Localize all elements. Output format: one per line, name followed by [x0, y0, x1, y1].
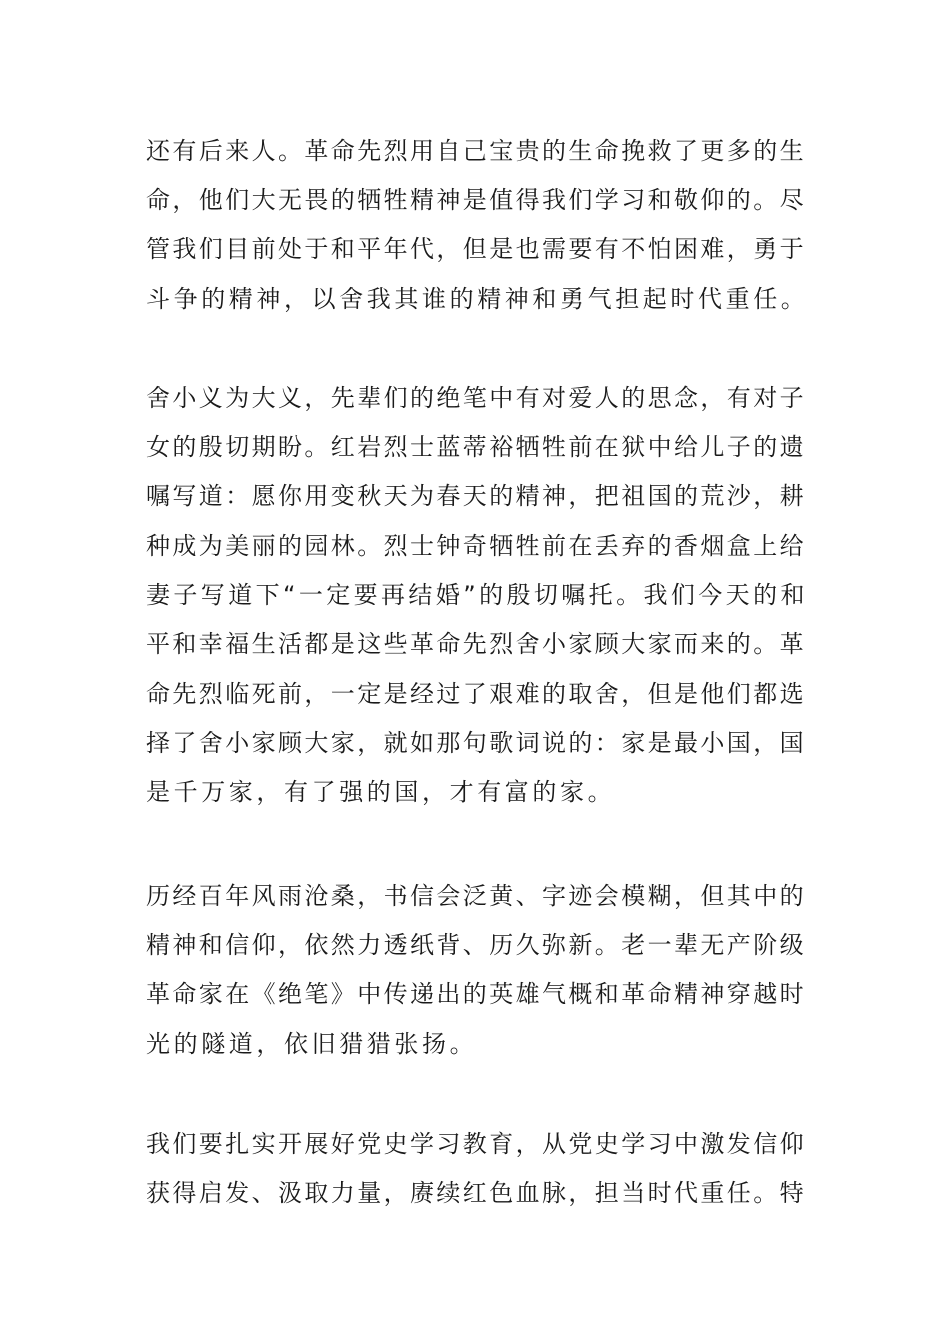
paragraph-line: 舍小义为大义，先辈们的绝笔中有对爱人的思念，有对子	[146, 384, 806, 412]
paragraph-line: 获得启发、汲取力量，赓续红色血脉，担当时代重任。特	[146, 1179, 806, 1207]
paragraph-line: 精神和信仰，依然力透纸背、历久弥新。老一辈无产阶级	[146, 931, 806, 959]
paragraph-line: 光的隧道，依旧猎猎张扬。	[146, 1030, 478, 1058]
paragraph-line: 历经百年风雨沧桑，书信会泛黄、字迹会模糊，但其中的	[146, 882, 806, 910]
paragraph-line: 管我们目前处于和平年代，但是也需要有不怕困难，勇于	[146, 235, 806, 263]
paragraph-line: 妻子写道下“一定要再结婚”的殷切嘱托。我们今天的和	[146, 581, 808, 609]
paragraph-line: 我们要扎实开展好党史学习教育，从党史学习中激发信仰	[146, 1130, 806, 1158]
paragraph-line: 命先烈临死前，一定是经过了艰难的取舍，但是他们都选	[146, 680, 806, 708]
paragraph-line: 种成为美丽的园林。烈士钟奇牺牲前在丢弃的香烟盒上给	[146, 532, 806, 560]
paragraph-line: 革命家在《绝笔》中传递出的英雄气概和革命精神穿越时	[146, 980, 806, 1008]
paragraph-line: 平和幸福生活都是这些革命先烈舍小家顾大家而来的。革	[146, 630, 806, 658]
paragraph-line: 还有后来人。革命先烈用自己宝贵的生命挽救了更多的生	[146, 137, 806, 165]
paragraph-line: 女的殷切期盼。红岩烈士蓝蒂裕牺牲前在狱中给儿子的遗	[146, 433, 806, 461]
paragraph-line: 择了舍小家顾大家，就如那句歌词说的：家是最小国，国	[146, 729, 806, 757]
paragraph-line: 是千万家，有了强的国，才有富的家。	[146, 778, 616, 806]
paragraph-line: 嘱写道：愿你用变秋天为春天的精神，把祖国的荒沙，耕	[146, 482, 806, 510]
paragraph-line: 斗争的精神，以舍我其谁的精神和勇气担起时代重任。	[146, 285, 809, 313]
paragraph-line: 命，他们大无畏的牺牲精神是值得我们学习和敬仰的。尽	[146, 186, 806, 214]
